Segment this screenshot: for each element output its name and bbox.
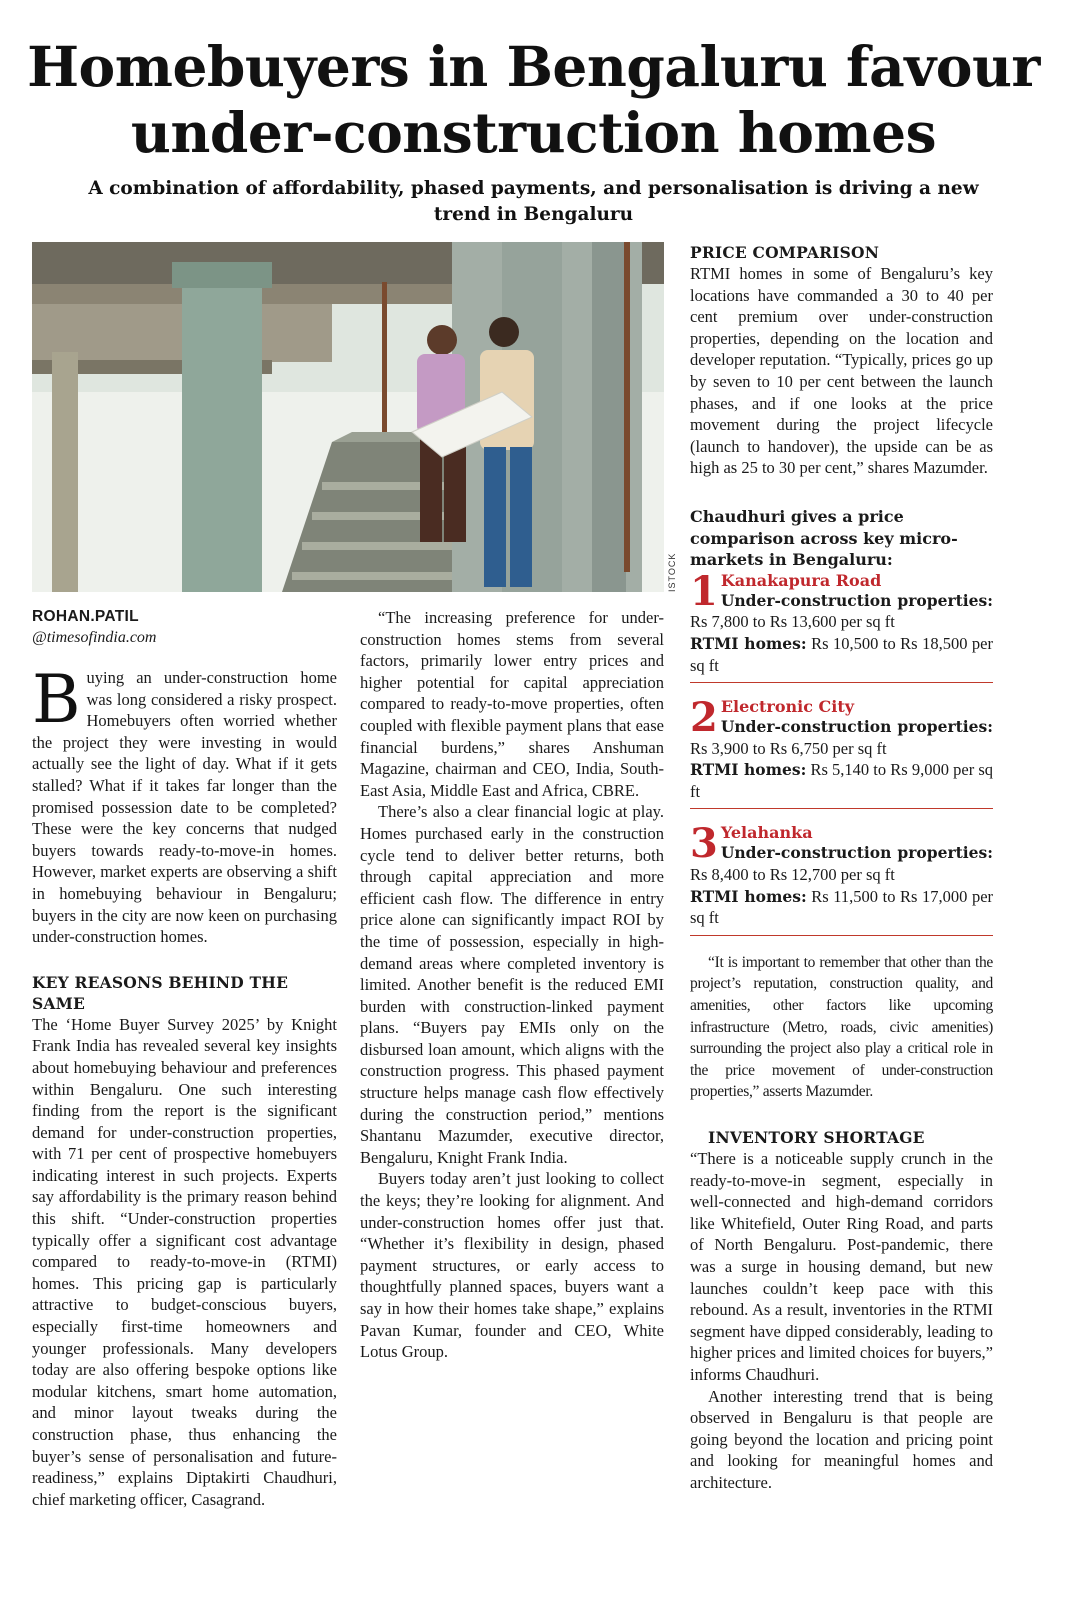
market-number: 3: [690, 820, 718, 868]
market-name: Electronic City: [720, 697, 855, 717]
photo-credit: ISTOCK: [667, 552, 677, 592]
column-3: [690, 242, 993, 1494]
article-photo: [32, 242, 664, 592]
paragraph-9: Another interesting trend that is being observed in Bengaluru is that people are going beyond the location and pricing point and looking for meaningful homes and architecture.: [690, 1386, 993, 1492]
rtmi-value: Rs 5,140 to Rs 9,000 per sq ft: [690, 760, 994, 801]
uc-label: Under-construction properties:: [720, 843, 993, 863]
uc-value: Rs 8,400 to Rs 12,700 per sq ft: [690, 865, 895, 885]
rtmi-value: Rs 10,500 to Rs 18,500 per sq ft: [690, 633, 994, 675]
column-1: [32, 607, 337, 1510]
subhead-price-comparison: PRICE COMPARISON: [690, 243, 880, 262]
rtmi-label: RTMI homes:: [690, 886, 807, 906]
paragraph-2: The ‘Home Buyer Survey 2025’ by Knight Frank India has revealed several key insights about homebuying behaviour and preferences within Bengaluru. One such interesting finding from the report is the significant demand for under-construction properties, with 71 per cent of prospective homebuyers indicating interest in such projects. Experts say affordability is the primary reason behind this shift. “Under-construction properties typically offer a significant cost advantage compared to ready-to-move-in (RTMI) homes. This pricing gap is particularly attractive to budget-conscious buyers, especially first-time homeowners and younger professionals. Many developers today are also offering bespoke options like modular kitchens, smart home automation, and minor layout tweaks during the construction phase, thus enhancing the buyer’s sense of personalisation and future-readiness,” explains Diptakirti Chaudhuri, chief marketing officer, Casagrand.: [32, 1014, 337, 1509]
subhead-key-reasons: KEY REASONS BEHIND THE SAME: [32, 972, 289, 1013]
uc-value: Rs 3,900 to Rs 6,750 per sq ft: [690, 738, 887, 758]
headline: Homebuyers in Bengaluru favour under-construction homes: [27, 34, 1040, 165]
subhead-inventory-shortage: INVENTORY SHORTAGE: [708, 1128, 925, 1147]
paragraph-8: “There is a noticeable supply crunch in the ready-to-move-in segment, especially in well-connected and high-demand corridors like Whitefield, Outer Ring Road, and parts of North Bengaluru. Post-pandemic, there was a surge in housing demand, but new launches couldn’t keep pace with this rebound. As a result, inventories in the RTMI segment have dipped considerably, leading to higher prices and limited choices for buyers,” informs Chaudhuri.: [690, 1149, 993, 1384]
market-name: Yelahanka: [720, 823, 813, 843]
market-item: [690, 820, 994, 935]
paragraph-7: “It is important to remember that other than the project’s reputation, construction quality, and amenities, other factors like upcoming infrastructure (Metro, roads, civic amenities) surrounding the project also play a critical role in the price movement of under-construction properties,” asserts Mazumder.: [690, 953, 993, 1101]
market-number: 1: [690, 567, 718, 615]
market-number: 2: [690, 694, 718, 742]
rtmi-value: Rs 11,500 to Rs 17,000 per sq ft: [690, 886, 994, 928]
micro-markets-intro: Chaudhuri gives a price comparison across key micro-markets in Bengaluru:: [690, 506, 958, 570]
uc-label: Under-construction properties:: [720, 590, 993, 610]
rtmi-label: RTMI homes:: [690, 760, 807, 780]
rtmi-label: RTMI homes:: [690, 633, 807, 653]
column-2: [360, 607, 664, 1363]
deck-subtitle: A combination of affordability, phased payments, and personalisation is driving a new trend in Bengaluru: [88, 178, 979, 225]
byline-author: ROHAN.PATIL: [32, 608, 139, 625]
paragraph-3: “The increasing preference for under-construction homes stems from several factors, primarily lower entry prices and higher potential for capital appreciation compared to ready-to-move properties, often coupled with flexible payment plans that ease financial burdens,” shares Anshuman Magazine, chairman and CEO, India, South-East Asia, Middle East and Africa, CBRE.: [360, 608, 664, 800]
byline-email: @timesofindia.com: [32, 629, 157, 646]
paragraph-1: Buying an under-construction home was long considered a risky prospect. Homebuyers often worried whether the project they were investing in would actually see the light of day. What if it gets stalled? What if it takes far longer than the promised possession date to be completed? These were the key concerns that nudged buyers towards ready-to-move-in homes. However, market experts are observing a shift in homebuying behaviour in Bengaluru; buyers in the city are now keen on purchasing under-construction homes.: [32, 661, 337, 947]
market-item: [690, 694, 994, 809]
market-name: Kanakapura Road: [720, 570, 882, 590]
paragraph-6: RTMI homes in some of Bengaluru’s key locations have commanded a 30 to 40 per cent premium over under-construction properties, depending on the location and developer reputation. “Typically, prices go up by seven to 10 per cent between the launch phases, and if one looks at the price movement during the project lifecycle (launch to handover), the upside can be as high as 25 to 30 per cent,” shares Mazumder.: [690, 264, 993, 478]
uc-label: Under-construction properties:: [720, 717, 993, 737]
drop-cap: B: [32, 661, 81, 738]
paragraph-4: There’s also a clear financial logic at play. Homes purchased early in the construction cycle tend to deliver better returns, both through capital appreciation and more efficient cash flow. The difference in entry price alone can significantly impact ROI by the time of possession, especially in high-demand areas where completed inventory is limited. Another benefit is the reduced EMI burden with construction-linked payment plans. “Buyers pay EMIs only on the disbursed loan amount, which aligns with the construction progress. This phased payment structure helps manage cash flow effectively during the construction period,” mentions Shantanu Mazumder, executive director, Bengaluru, Knight Frank India.: [360, 802, 664, 1167]
market-item: [690, 567, 994, 683]
uc-value: Rs 7,800 to Rs 13,600 per sq ft: [690, 612, 895, 632]
paragraph-5: Buyers today aren’t just looking to collect the keys; they’re looking for alignment. And under-construction homes offer just that. “Whether it’s flexibility in design, phased payment structures, or early access to thoughtfully planned spaces, buyers want a say in how their homes take shape,” explains Pavan Kumar, founder and CEO, White Lotus Group.: [360, 1169, 664, 1362]
